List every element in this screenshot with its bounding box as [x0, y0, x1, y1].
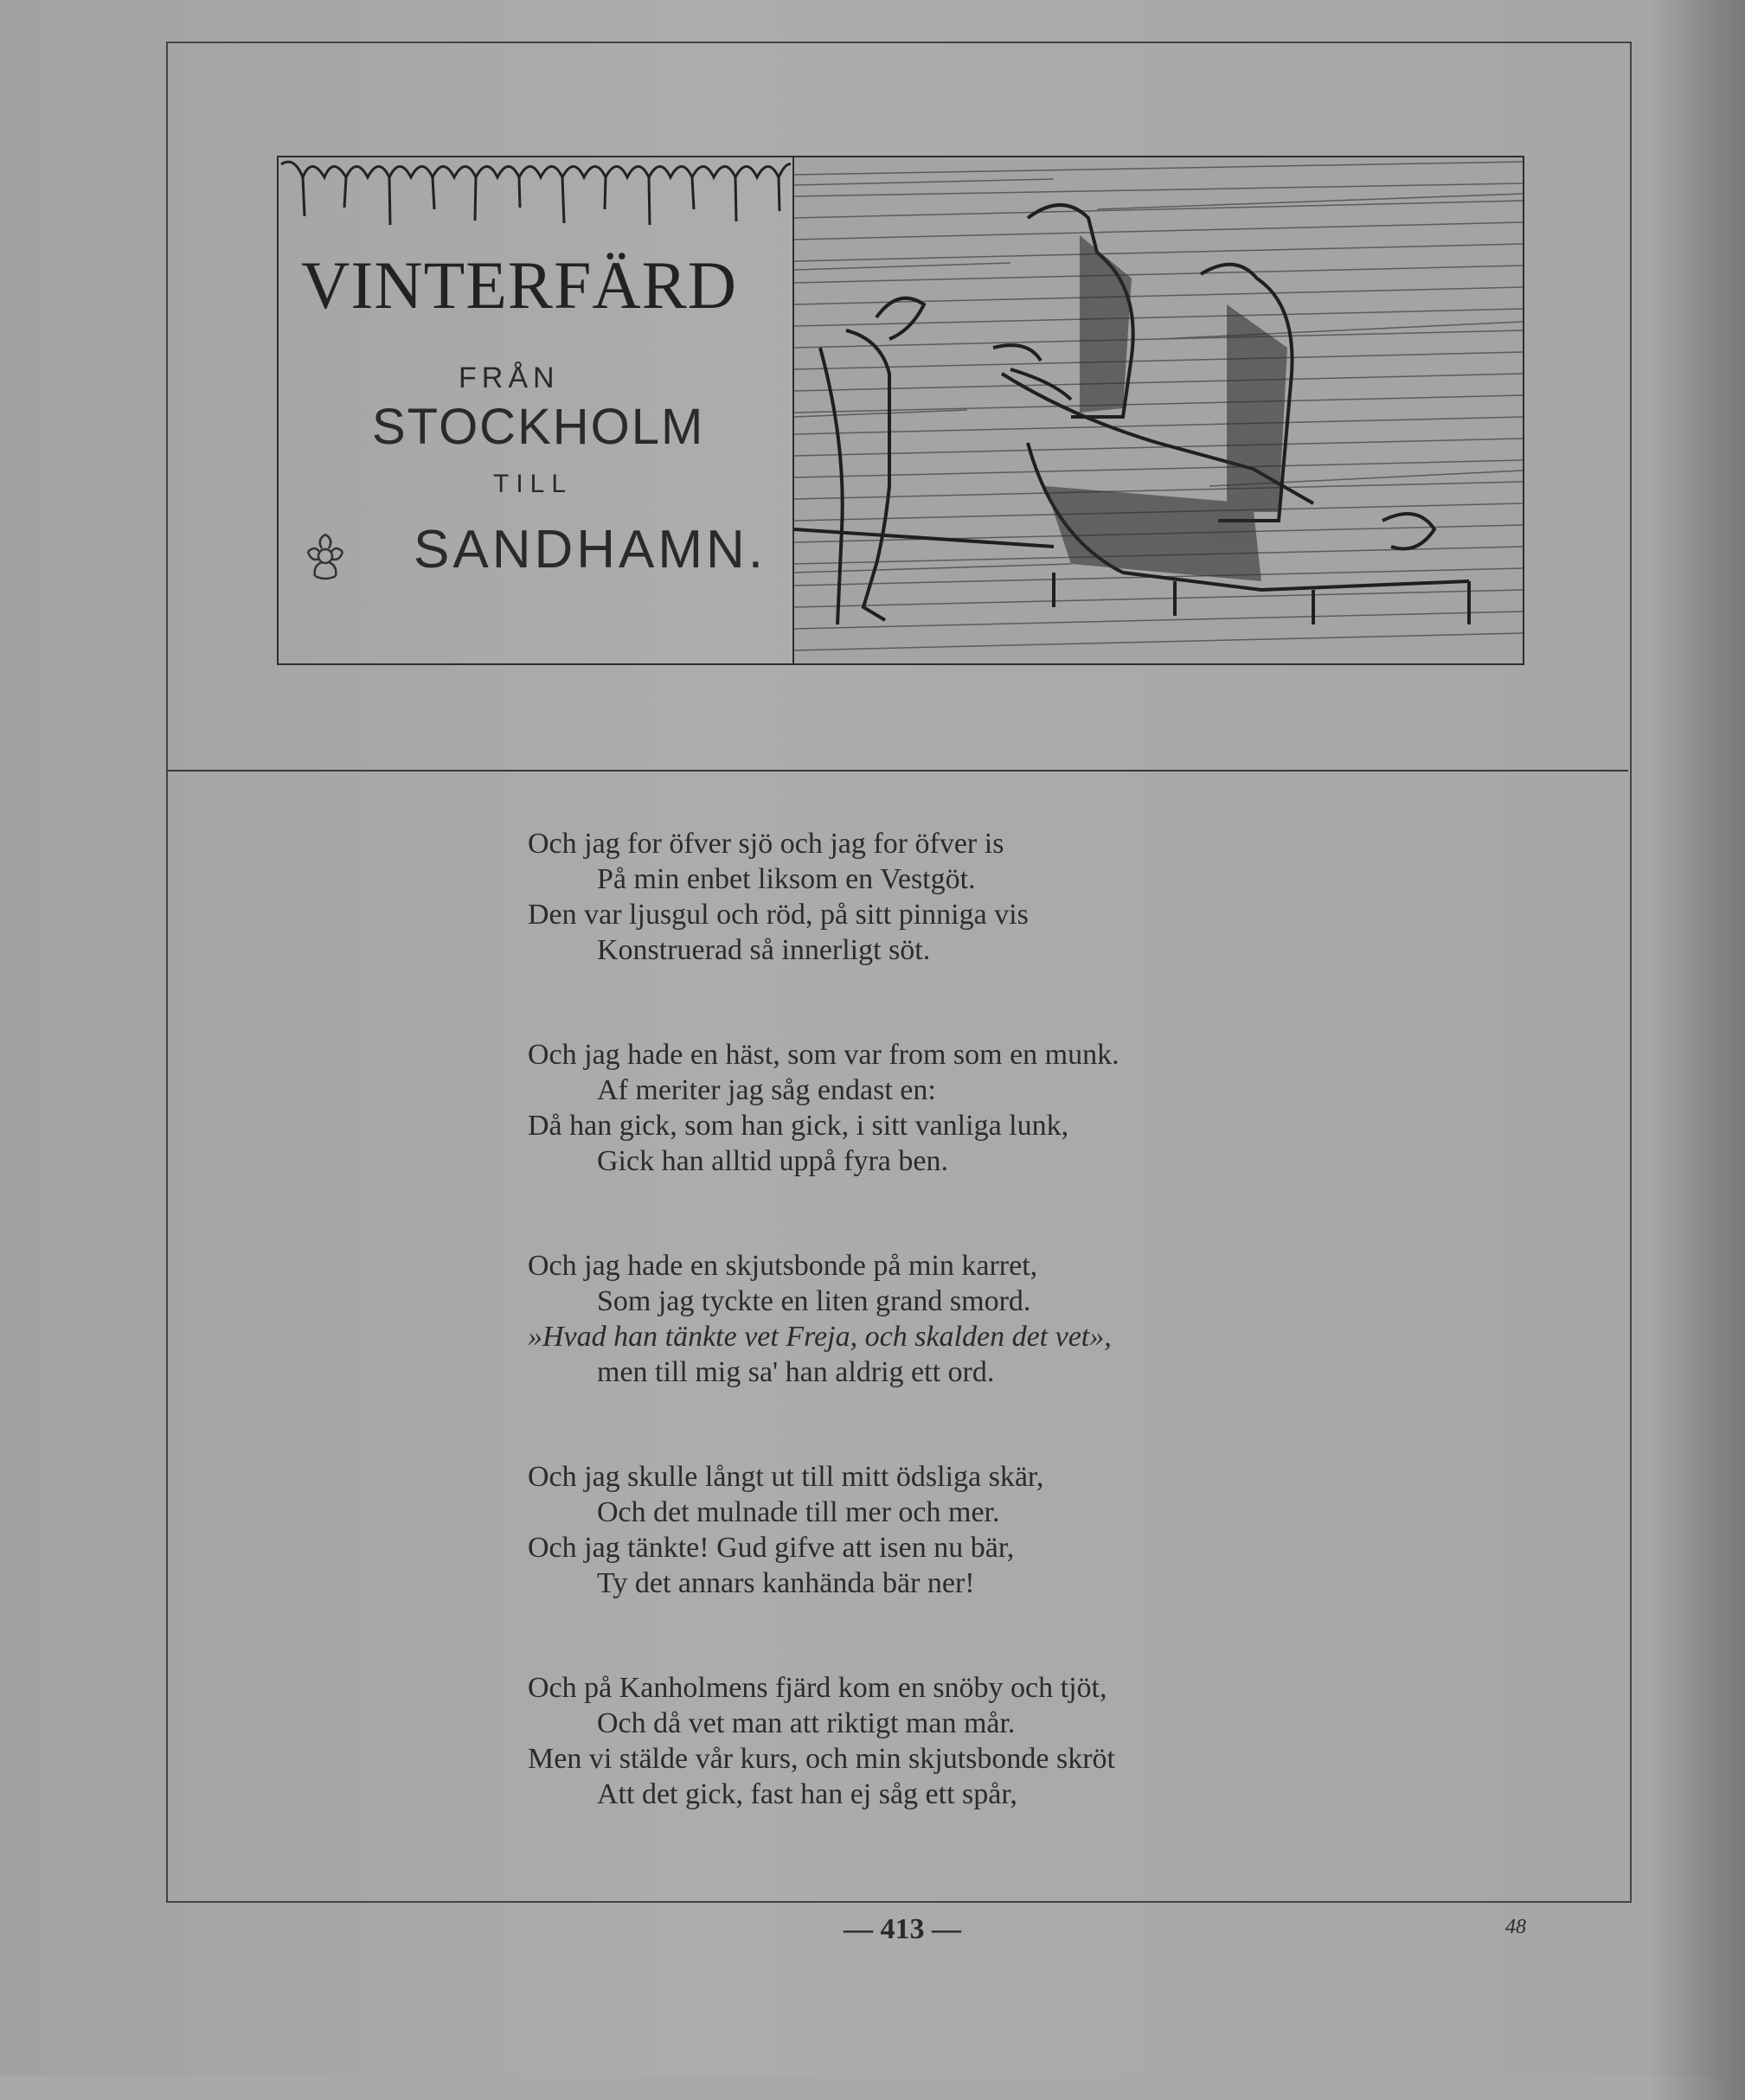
title-sandhamn: SANDHAMN. [414, 520, 767, 579]
poem-line: Och jag tänkte! Gud gifve att isen nu bär, [528, 1532, 1015, 1564]
title-till: TILL [493, 470, 574, 498]
stanza [528, 1248, 1393, 1390]
page-number: — 413 — [844, 1913, 961, 1945]
poem-line: Gick han alltid uppå fyra ben. [597, 1145, 948, 1177]
title-fran: FRÅN [459, 362, 560, 394]
poem-line: Konstruerad så innerligt söt. [597, 934, 931, 966]
poem-line: Af meriter jag såg endast en: [597, 1074, 936, 1106]
poem-line: Som jag tyckte en liten grand smord. [597, 1285, 1031, 1317]
poem-line: Då han gick, som han gick, i sitt vanliga lunk, [528, 1110, 1069, 1142]
stanza [528, 1459, 1393, 1601]
title-stockholm: STOCKHOLM [372, 399, 705, 455]
stanza [528, 826, 1393, 968]
poem-line: Och jag hade en skjutsbonde på min karret, [528, 1250, 1038, 1282]
poem-line: Att det gick, fast han ej såg ett spår, [597, 1778, 1017, 1810]
poem-line: Men vi stälde vår kurs, och min skjutsbonde skröt [528, 1743, 1115, 1775]
poem-body [528, 826, 1393, 1881]
stanza [528, 1037, 1393, 1179]
poem-line: Och jag skulle långt ut till mitt ödsliga skär, [528, 1461, 1044, 1493]
page-edge-shadow [1650, 0, 1745, 2100]
sheet-signature-number: 48 [1505, 1916, 1526, 1938]
flower-ornament-icon [303, 529, 348, 583]
title-vinterfard: VINTERFÄRD [301, 247, 738, 323]
sleigh-illustration [792, 156, 1524, 665]
poem-line: Den var ljusgul och röd, på sitt pinniga vis [528, 899, 1029, 931]
poem-line-italic: »Hvad han tänkte vet Freja, och skalden det vet», [528, 1321, 1112, 1353]
poem-line: Ty det annars kanhända bär ner! [597, 1567, 975, 1599]
poem-line: På min enbet liksom en Vestgöt. [597, 863, 976, 895]
stanza [528, 1670, 1393, 1812]
poem-line: Och på Kanholmens fjärd kom en snöby och tjöt, [528, 1672, 1107, 1704]
poem-line: Och jag for öfver sjö och jag for öfver is [528, 828, 1004, 860]
poem-line: Och det mulnade till mer och mer. [597, 1496, 1000, 1528]
poem-line: Och då vet man att riktigt man mår. [597, 1707, 1016, 1739]
gothic-arch-ornament [277, 156, 792, 238]
poem-line: Och jag hade en häst, som var from som en munk. [528, 1039, 1119, 1071]
poem-line: men till mig sa' han aldrig ett ord. [597, 1356, 995, 1388]
